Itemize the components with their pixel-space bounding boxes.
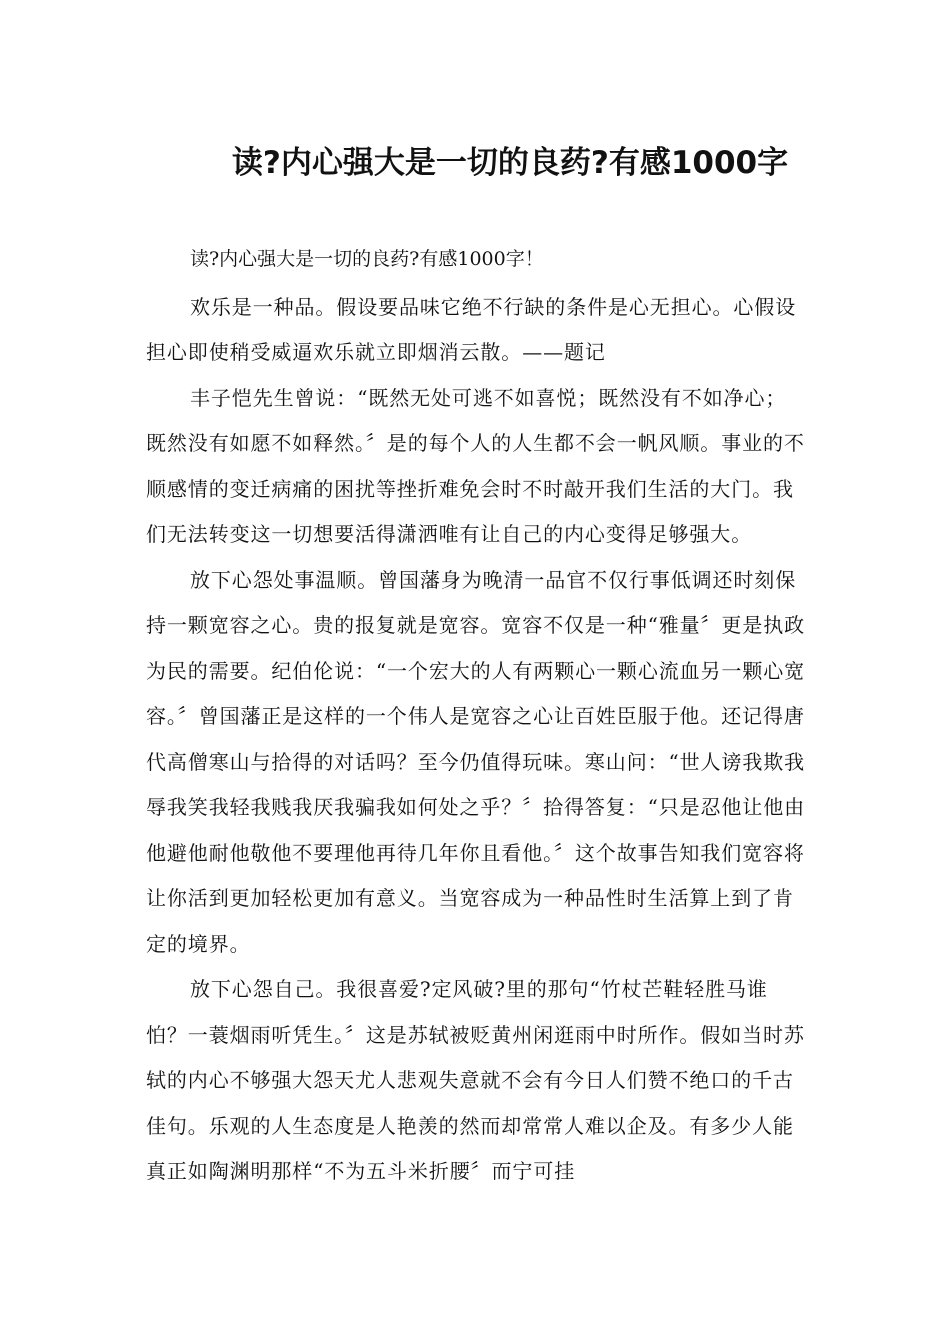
paragraph-tolerance: 放下心怨处事温顺。曾国藩身为晚清一品官不仅行事低调还时刻保持一颗宽容之心。贵的报复就是宽容。宽容不仅是一种“雅量〞更是执政为民的需要。纪伯伦说：“一个宏大的人有两颗心一颗心流血另一颗心宽容。〞曾国藩正是这样的一个伟人是宽容之心让百姓臣服于他。还记得唐代高僧寒山与拾得的对话吗？至今仍值得玩味。寒山问：“世人谤我欺我辱我笑我轻我贱我厌我骗我如何处之乎？〞拾得答复：“只是忍他让他由他避他耐他敬他不要理他再待几年你且看他。〞这个故事告知我们宽容将让你活到更加轻松更加有意义。当宽容成为一种品性时生活算上到了肯定的境界。 xyxy=(146,567,806,956)
document-title: 读?内心强大是一切的良药?有感1000字 xyxy=(231,144,789,181)
paragraph-lead: 读?内心强大是一切的良药?有感1000字！ xyxy=(190,248,544,270)
paragraph-feng-zikai: 丰子恺先生曾说：“既然无处可逃不如喜悦；既然没有不如净心；既然没有如愿不如释然。〞是的每个人的人生都不会一帆风顺。事业的不顺感情的变迁病痛的困扰等挫折难免会时不时敲开我们生活的大门。我们无法转变这一切想要活得潇洒唯有让自己的内心变得足够强大。 xyxy=(146,385,805,546)
paragraph-su-shi: 放下心怨自己。我很喜爱?定风破?里的那句“竹杖芒鞋轻胜马谁怕？一蓑烟雨听凭生。〞这是苏轼被贬黄州闲逛雨中时所作。假如当时苏轼的内心不够强大怨天尤人悲观失意就不会有今日人们赞不绝口的千古佳句。乐观的人生态度是人艳羡的然而却常常人难以企及。有多少人能真正如陶渊明那样“不为五斗米折腰〞而宁可挂 xyxy=(146,977,805,1183)
paragraph-epigraph: 欢乐是一种品。假设要品味它绝不行缺的条件是心无担心。心假设担心即使稍受威逼欢乐就立即烟消云散。——题记 xyxy=(146,294,797,364)
document-body xyxy=(146,237,806,1195)
